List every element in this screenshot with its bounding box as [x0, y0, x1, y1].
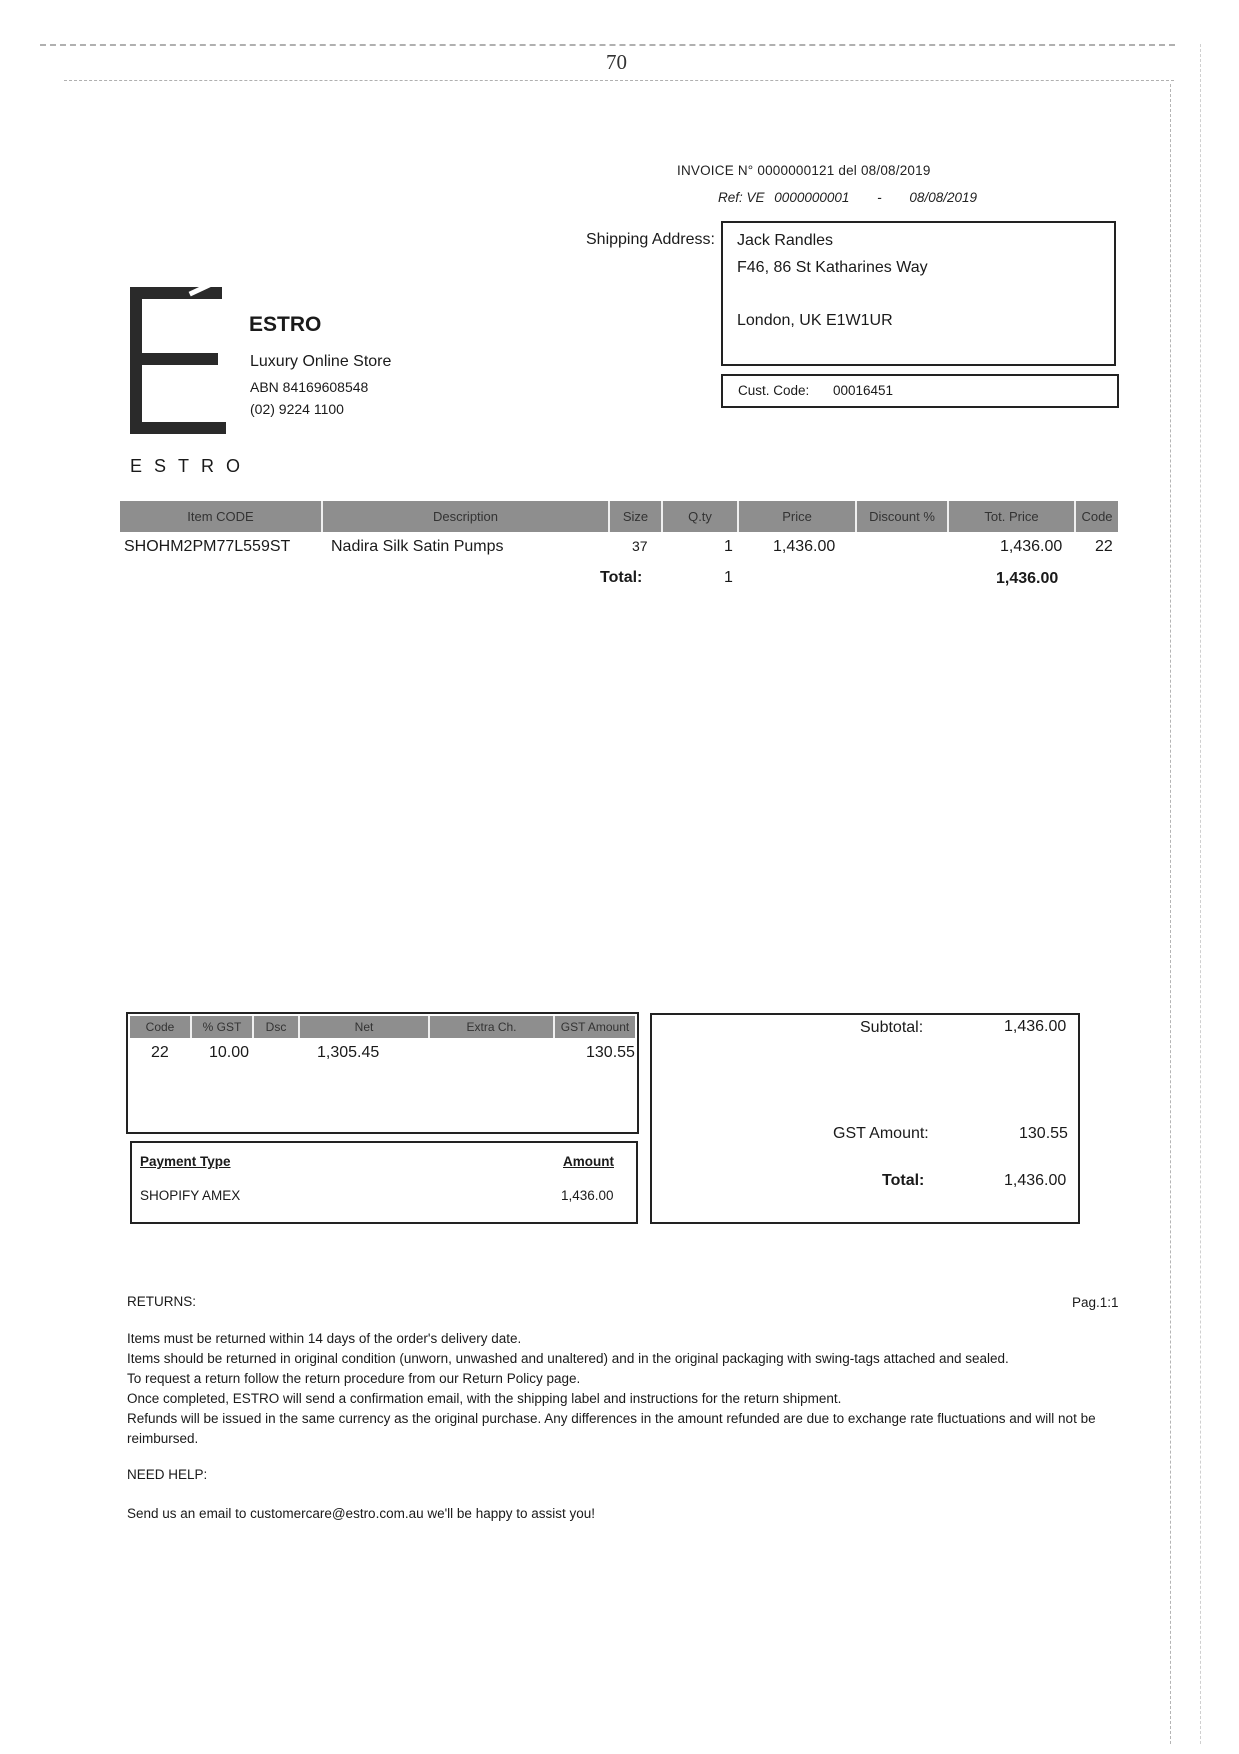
items-total-label: Total: [600, 569, 643, 586]
items-header-vat-code: Code [1081, 509, 1113, 524]
invoice-number: INVOICE N° 0000000121 del 08/08/2019 [677, 163, 931, 178]
shipping-street: F46, 86 St Katharines Way [737, 259, 928, 276]
item-code: SHOHM2PM77L559ST [124, 538, 291, 555]
shipping-label: Shipping Address: [586, 231, 715, 248]
ref-separator: - [877, 190, 882, 205]
vat-header-pct: % GST [192, 1016, 254, 1038]
returns-text [127, 1329, 1127, 1449]
brand-name: ESTRO [249, 313, 322, 336]
scan-right-edge [1170, 84, 1171, 1744]
returns-line: Items should be returned in original condition (unworn, unwashed and unaltered) and in the original packaging with swing-tags attached and sealed. [127, 1351, 1009, 1366]
shipping-city: London, UK E1W1UR [737, 312, 893, 329]
vat-header-net: Net [300, 1016, 430, 1038]
gst-label: GST Amount: [833, 1125, 929, 1142]
items-header-discount: Discount % [857, 501, 949, 532]
brand-phone: (02) 9224 1100 [250, 401, 344, 417]
summary-total-value: 1,436.00 [1004, 1172, 1067, 1189]
vat-header-dsc: Dsc [254, 1016, 300, 1038]
items-header-price: Price [739, 501, 857, 532]
returns-line: To request a return follow the return procedure from our Return Policy page. [127, 1371, 581, 1386]
vat-net: 1,305.45 [317, 1044, 380, 1061]
payment-amount-header: Amount [563, 1154, 614, 1169]
ref-number: 0000000001 [774, 190, 850, 205]
summary-total-label: Total: [882, 1172, 925, 1189]
payment-type: SHOPIFY AMEX [140, 1188, 241, 1203]
vat-table-header [130, 1016, 635, 1038]
items-header-tot-price: Tot. Price [949, 501, 1076, 532]
returns-line: Items must be returned within 14 days of the order's delivery date. [127, 1331, 522, 1346]
summary-box [650, 1013, 1080, 1224]
page-ref: Pag.1:1 [1072, 1295, 1119, 1310]
item-tot-price: 1,436.00 [1000, 538, 1063, 555]
help-title: NEED HELP: [127, 1467, 208, 1482]
vat-code: 22 [151, 1044, 169, 1061]
shipping-name: Jack Randles [737, 232, 834, 249]
ref-label: Ref: VE [718, 190, 765, 205]
customer-code: 00016451 [833, 383, 894, 398]
vat-pct: 10.00 [209, 1044, 250, 1061]
scan-right-edge-2 [1200, 44, 1201, 1744]
items-total-amount: 1,436.00 [996, 570, 1059, 587]
items-header-description: Description [323, 501, 610, 532]
vat-header-code: Code [130, 1016, 192, 1038]
payment-type-header: Payment Type [140, 1154, 231, 1169]
page-number: 70 [606, 50, 627, 74]
scan-second-line [64, 80, 1174, 81]
returns-line: Once completed, ESTRO will send a confirmation email, with the shipping label and instructions for the return shipment. [127, 1391, 842, 1406]
items-total-qty: 1 [724, 569, 733, 586]
vat-header-extra: Extra Ch. [430, 1016, 555, 1038]
subtotal-label: Subtotal: [860, 1019, 924, 1036]
brand-wordmark: ESTRO [130, 456, 253, 476]
item-qty: 1 [724, 538, 733, 555]
invoice-ref [718, 190, 977, 205]
customer-code-label: Cust. Code: [738, 383, 810, 398]
help-text: Send us an email to customercare@estro.com.au we'll be happy to assist you! [127, 1506, 596, 1521]
estro-logo [130, 287, 230, 434]
items-table-header [120, 501, 1118, 532]
item-price: 1,436.00 [773, 538, 836, 555]
item-description: Nadira Silk Satin Pumps [331, 538, 504, 555]
vat-header-gst: GST Amount [560, 1020, 630, 1034]
gst-value: 130.55 [1019, 1125, 1068, 1142]
returns-line: Refunds will be issued in the same currency as the original purchase. Any differences in the amount refunded are due to exchange rate fluctuations and will not be reimbursed. [127, 1411, 1096, 1446]
payment-amount: 1,436.00 [561, 1188, 614, 1203]
ref-date: 08/08/2019 [909, 190, 977, 205]
items-header-size: Size [610, 501, 663, 532]
item-vat-code: 22 [1095, 538, 1113, 555]
item-size: 37 [632, 538, 648, 554]
subtotal-value: 1,436.00 [1004, 1018, 1067, 1035]
brand-abn: ABN 84169608548 [250, 379, 369, 395]
items-header-code: Item CODE [120, 501, 323, 532]
items-header-qty: Q.ty [663, 501, 739, 532]
scan-top-line [40, 44, 1175, 46]
vat-gst-amount: 130.55 [586, 1044, 635, 1061]
returns-title: RETURNS: [127, 1294, 197, 1309]
brand-subtitle: Luxury Online Store [250, 353, 392, 370]
